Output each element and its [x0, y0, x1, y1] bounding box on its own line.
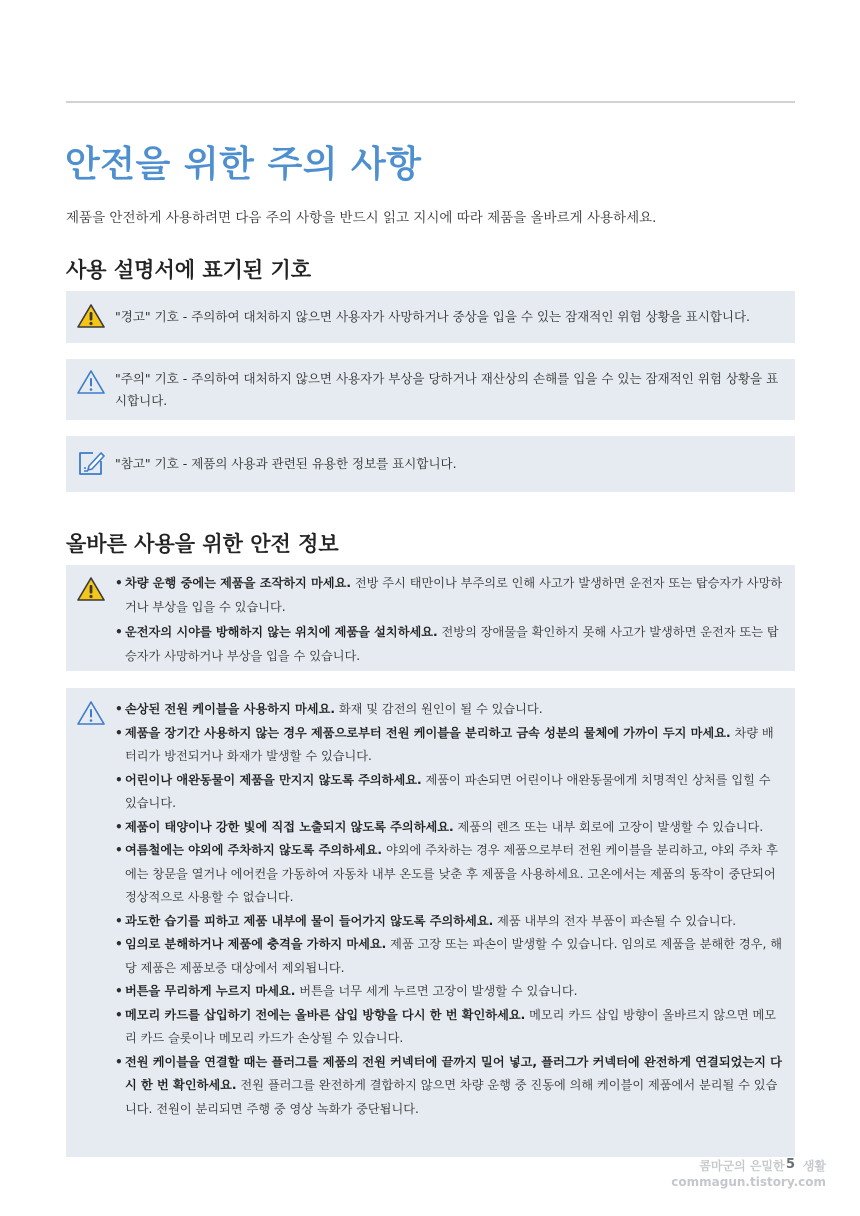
- page-title: 안전을 위한 주의 사항: [65, 144, 422, 185]
- watermark-line1: 콤마군의 은밀한 생활: [699, 1159, 826, 1173]
- intro-text: 제품을 안전하게 사용하려면 다음 주의 사항을 반드시 읽고 지시에 따라 제품을 올바르게 사용하세요.: [66, 210, 657, 226]
- warning-symbol-box: [66, 291, 795, 343]
- safety-heading: 올바른 사용을 위한 안전 정보: [66, 532, 339, 556]
- list-item: • 어린이나 애완동물이 제품을 만지지 않도록 주의하세요. 제품이 파손되면 어린이나 애완동물에게 치명적인 상처를 입힐 수 있습니다.: [115, 769, 785, 816]
- caution-icon: [77, 700, 105, 726]
- warning-items-box: [66, 565, 795, 671]
- caution-icon: [77, 369, 105, 395]
- page-number: 5: [786, 1157, 796, 1172]
- caution-symbol-text: "주의" 기호 - 주의하여 대처하지 않으면 사용자가 부상을 당하거나 재산상의 손해를 입을 수 있는 잠재적인 위험 상황을 표시합니다.: [115, 371, 779, 408]
- list-item: • 제품을 장기간 사용하지 않는 경우 제품으로부터 전원 케이블을 분리하고 금속 성분의 물체에 가까이 두지 마세요. 차량 배터리가 방전되거나 화재가 발생할 수 있습니다.: [115, 722, 785, 769]
- list-item: • 버튼을 무리하게 누르지 마세요. 버튼을 너무 세게 누르면 고장이 발생할 수 있습니다.: [115, 980, 785, 1004]
- list-item: • 과도한 습기를 피하고 제품 내부에 물이 들어가지 않도록 주의하세요. 제품 내부의 전자 부품이 파손될 수 있습니다.: [115, 910, 785, 934]
- list-item: • 손상된 전원 케이블을 사용하지 마세요. 화재 및 감전의 원인이 될 수 있습니다.: [115, 698, 785, 722]
- watermark-url: commagun.tistory.com: [671, 1175, 826, 1189]
- warning-icon: [77, 576, 105, 602]
- note-icon: [77, 450, 105, 476]
- warning-symbol-text: "경고" 기호 - 주의하여 대처하지 않으면 사용자가 사망하거나 중상을 입을 수 있는 잠재적인 위험 상황을 표시합니다.: [115, 309, 751, 324]
- caution-list: [115, 698, 785, 1121]
- list-item: • 여름철에는 야외에 주차하지 않도록 주의하세요. 야외에 주차하는 경우 제품으로부터 전원 케이블을 분리하고, 야외 주차 후에는 창문을 열거나 에어컨을 가동하여 자동차 내부 온도를 낮춘 후 제품을 사용하세요. 고온에서는 제품의 동작이 중단되어 정상적으로 사용할 수 없습니다.: [115, 839, 785, 910]
- note-symbol-text: "참고" 기호 - 제품의 사용과 관련된 유용한 정보를 표시합니다.: [115, 456, 457, 471]
- list-item: • 운전자의 시야를 방해하지 않는 위치에 제품을 설치하세요. 전방의 장애물을 확인하지 못해 사고가 발생하면 운전자 또는 탑승자가 사망하거나 부상을 입을 수 있습니다.: [115, 621, 785, 668]
- header-rule: [66, 101, 795, 103]
- blog-watermark: [671, 1158, 826, 1190]
- list-item: • 차량 운행 중에는 제품을 조작하지 마세요. 전방 주시 태만이나 부주의로 인해 사고가 발생하면 운전자 또는 탑승자가 사망하거나 부상을 입을 수 있습니다.: [115, 572, 785, 619]
- list-item: • 제품이 태양이나 강한 빛에 직접 노출되지 않도록 주의하세요. 제품의 렌즈 또는 내부 회로에 고장이 발생할 수 있습니다.: [115, 816, 785, 840]
- list-item: • 전원 케이블을 연결할 때는 플러그를 제품의 전원 커넥터에 끝까지 밀어 넣고, 플러그가 커넥터에 완전하게 연결되었는지 다시 한 번 확인하세요. 전원 플러그를 완전하게 결합하지 않으면 차량 운행 중 진동에 의해 케이블이 제품에서 분리될 수 있습니다. 전원이 분리되면 주행 중 영상 녹화가 중단됩니다.: [115, 1051, 785, 1122]
- note-symbol-box: [66, 436, 795, 492]
- list-item: • 메모리 카드를 삽입하기 전에는 올바른 삽입 방향을 다시 한 번 확인하세요. 메모리 카드 삽입 방향이 올바르지 않으면 메모리 카드 슬롯이나 메모리 카드가 손상될 수 있습니다.: [115, 1004, 785, 1051]
- symbols-heading: 사용 설명서에 표기된 기호: [66, 258, 312, 282]
- list-item: • 임의로 분해하거나 제품에 충격을 가하지 마세요. 제품 고장 또는 파손이 발생할 수 있습니다. 임의로 제품을 분해한 경우, 해당 제품은 제품보증 대상에서 제외됩니다.: [115, 933, 785, 980]
- caution-items-box: [66, 688, 795, 1157]
- warning-icon: [77, 303, 105, 329]
- warning-list: [115, 572, 785, 668]
- caution-symbol-box: [66, 359, 795, 420]
